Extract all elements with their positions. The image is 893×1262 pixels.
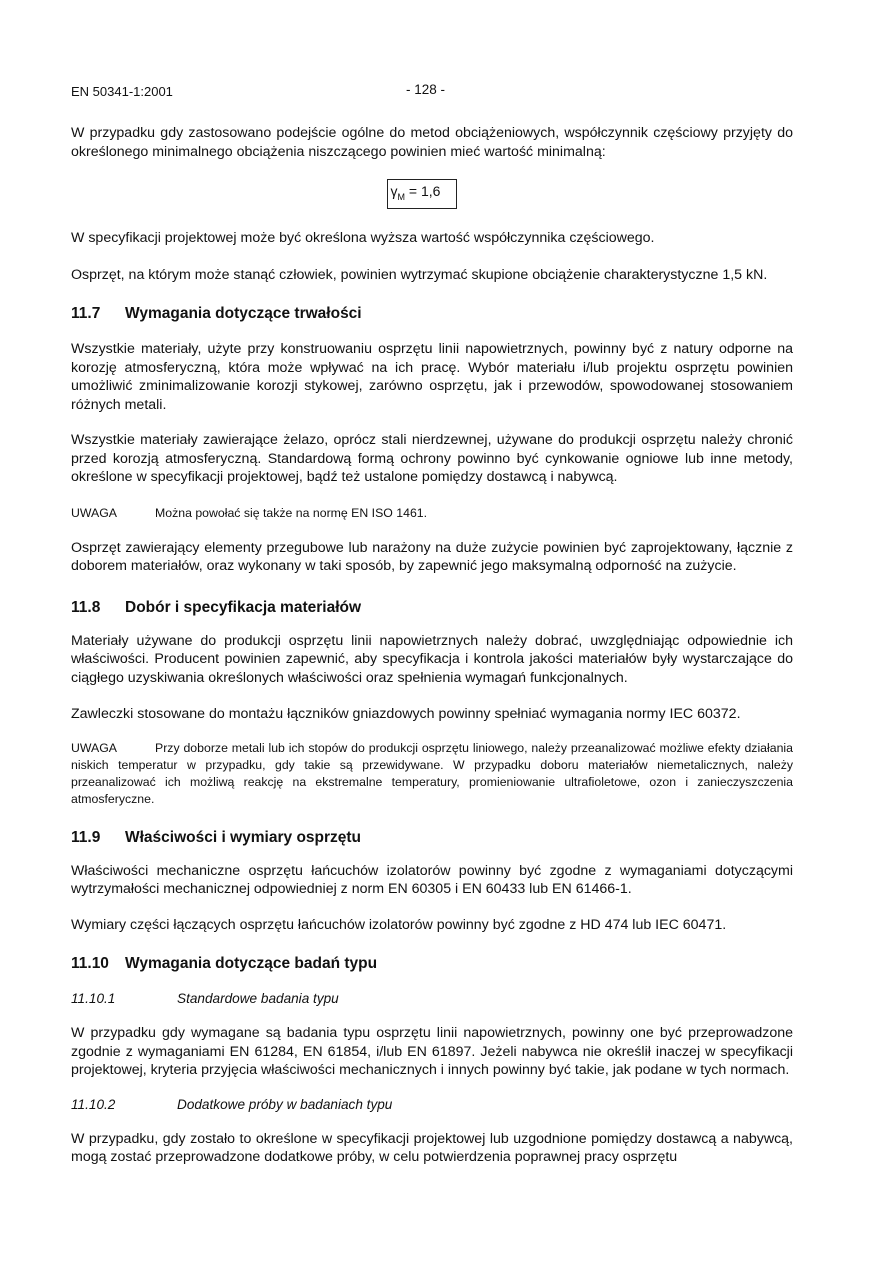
- page-number: - 128 -: [406, 82, 446, 97]
- s11-7-paragraph-3: Osprzęt zawierający elementy przegubowe lub narażony na duże zużycie powinien być zaprojektowany, łącznie z doborem materiałów, oraz wykonany w taki sposób, by zapewnić jego maksymalną odporność na zużycie.: [71, 539, 793, 574]
- section-heading-11-10: 11.10 Wymagania dotyczące badań typu: [71, 955, 378, 972]
- subsection-heading-11-10-2: 11.10.2 Dodatkowe próby w badaniach typu: [71, 1096, 393, 1112]
- s11-10-1-paragraph: W przypadku gdy wymagane są badania typu osprzętu linii napowietrznych, powinny one być przeprowadzone zgodnie z wymaganiami EN 61284, EN 61854, i/lub EN 61897. Jeżeli nabywca nie określił inaczej w specyfikacji projektowej, kryteria przyjęcia właściwości mechanicznych i innych powinny być takie, jak podane w tych normach.: [71, 1025, 793, 1078]
- s11-9-paragraph-2: Wymiary części łączących osprzętu łańcuchów izolatorów powinny być zgodne z HD 474 lub IEC 60471.: [71, 916, 727, 933]
- subsection-heading-11-10-1: 11.10.1 Standardowe badania typu: [71, 991, 339, 1006]
- note-label: UWAGA: [71, 505, 117, 520]
- note-label: UWAGA: [71, 740, 117, 755]
- formula-block: [71, 179, 793, 205]
- standard-id: EN 50341-1:2001: [71, 84, 173, 99]
- page-content: [71, 124, 793, 1167]
- intro-paragraph-1: W przypadku gdy zastosowano podejście ogólne do metod obciążeniowych, współczynnik częściowy przyjęty do określonego minimalnego obciążenia niszczącego powinien mieć wartość minimalną:: [71, 125, 793, 160]
- s11-8-note: UWAGA Przy doborze metali lub ich stopów do produkcji osprzętu liniowego, należy przeanalizować możliwe efekty działania niskich temperatur w przypadku, gdy takie są przewidywane. W przypadku doboru materiałów niemetalicznych, należy przeanalizować ich możliwą reakcję na ekstremalne temperatury, promieniowanie ultrafioletowe, ozon i zanieczyszczenia atmosferyczne.: [71, 740, 793, 806]
- gamma-symbol: $\gamma_M$: [390, 183, 406, 202]
- intro-paragraph-2: W specyfikacji projektowej może być określona wyższa wartość współczynnika częściowego.: [71, 230, 655, 246]
- partial-factor-formula: [387, 179, 458, 209]
- section-heading-11-9: 11.9 Właściwości i wymiary osprzętu: [71, 828, 362, 846]
- section-heading-11-8: 11.8 Dobór i specyfikacja materiałów: [71, 598, 362, 616]
- s11-10-2-paragraph: W przypadku, gdy zostało to określone w specyfikacji projektowej lub uzgodnione pomiędzy dostawcą a nabywcą, mogą zostać przeprowadzone dodatkowe próby, w celu potwierdzenia poprawnej pracy osprzętu: [71, 1130, 793, 1165]
- section-heading-11-7: 11.7 Wymagania dotyczące trwałości: [71, 305, 362, 322]
- s11-7-paragraph-2: Wszystkie materiały zawierające żelazo, oprócz stali nierdzewnej, używane do produkcji osprzętu należy chronić przed korozją atmosferyczną. Standardową formą ochrony powinno być cynkowanie ogniowe lub inne metody, określone w specyfikacji projektowej, bądź też ustalone pomiędzy dostawcą i nabywcą.: [71, 432, 793, 485]
- s11-8-paragraph-2: Zawleczki stosowane do montażu łączników gniazdowych powinny spełniać wymagania normy IEC 60372.: [71, 706, 741, 722]
- s11-7-note: UWAGA Można powołać się także na normę EN ISO 1461.: [71, 505, 428, 520]
- formula-value: = 1,6: [405, 183, 441, 199]
- s11-8-paragraph-1: Materiały używane do produkcji osprzętu linii napowietrznych należy dobrać, uwzględniając odpowiednie ich właściwości. Producent powinien zapewnić, aby specyfikacja i kontrola jakości materiałów były wystarczające do ciągłego uzyskiwania określonych właściwości oraz spełnienia wymagań funkcjonalnych.: [71, 632, 793, 686]
- s11-7-paragraph-1: Wszystkie materiały, użyte przy konstruowaniu osprzętu linii napowietrznych, powinny być z natury odporne na korozję atmosferyczną, która może wpływać na ich pracę. Wybór materiału i/lub projektu osprzętu powinien umożliwić zminimalizowanie korozji stykowej, zarówno osprzętu, jak i przewodów, spowodowanej stosowaniem różnych metali.: [71, 341, 793, 413]
- intro-paragraph-3: Osprzęt, na którym może stanąć człowiek, powinien wytrzymać skupione obciążenie charakterystyczne 1,5 kN.: [71, 266, 768, 283]
- s11-9-paragraph-1: Właściwości mechaniczne osprzętu łańcuchów izolatorów powinny być zgodne z wymaganiami dotyczącymi wytrzymałości mechanicznej odpowiedniej z norm EN 60305 i EN 60433 lub EN 61466-1.: [71, 862, 793, 897]
